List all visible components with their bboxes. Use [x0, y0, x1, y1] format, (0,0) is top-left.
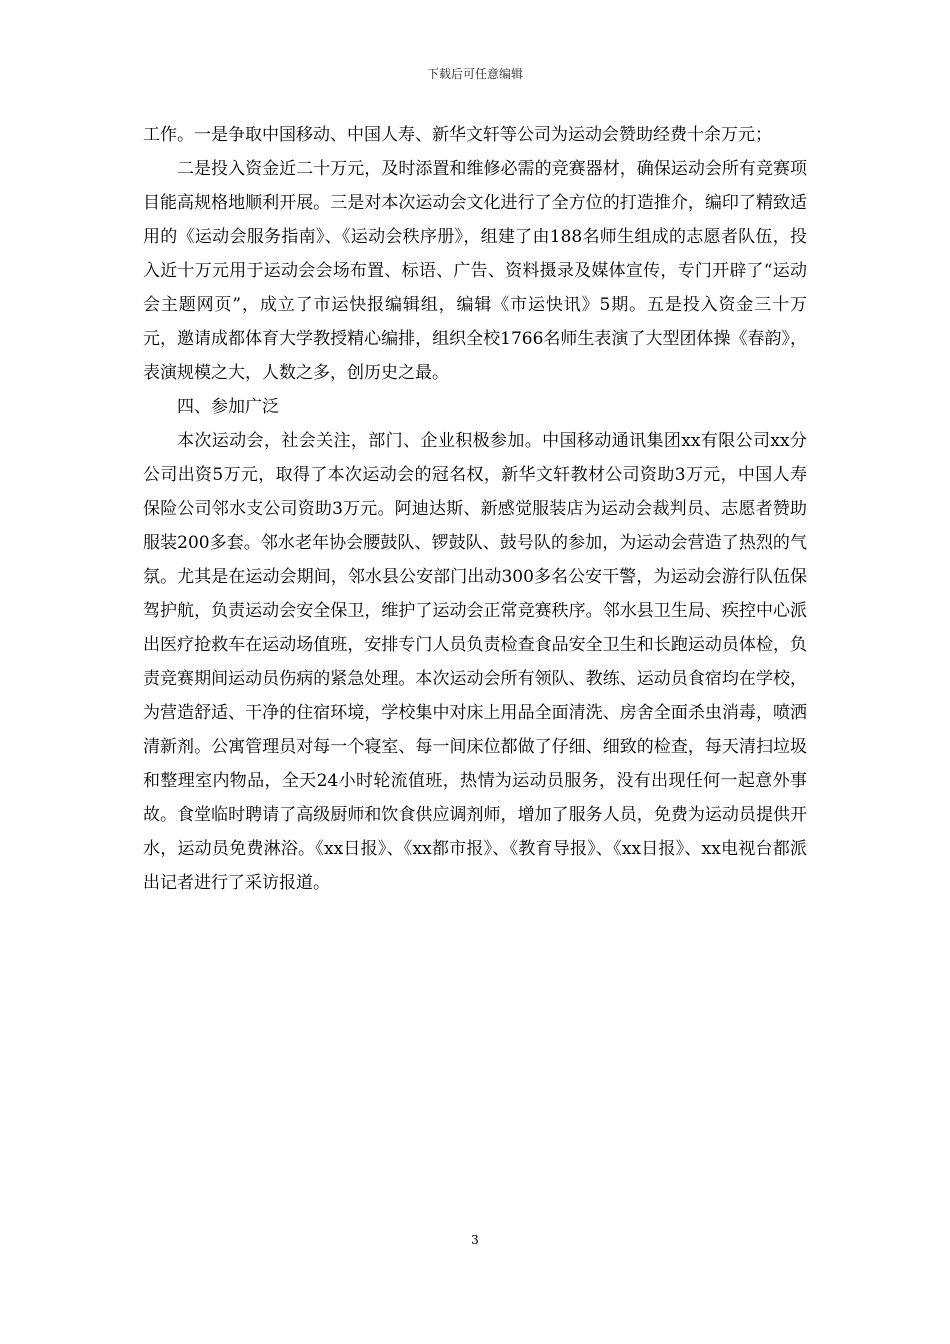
paragraph-funding: 二是投入资金近二十万元，及时添置和维修必需的竞赛器材，确保运动会所有竞赛项目能高规格地顺利开展。三是对本次运动会文化进行了全方位的打造推介，编印了精致适用的《运动会服务指南》、《运动会秩序册》，组建了由188名师生组成的志愿者队伍，投入近十万元用于运动会会场布置、标语、广告、资料摄录及媒体宣传，专门开辟了“运动会主题网页”，成立了市运快报编辑组，编辑《市运快讯》5期。五是投入资金三十万元，邀请成都体育大学教授精心编排，组织全校1766名师生表演了大型团体操《春韵》，表演规模之大，人数之多，创历史之最。	[143, 159, 807, 383]
paragraph-continuation: 工作。一是争取中国移动、中国人寿、新华文轩等公司为运动会赞助经费十余万元；	[143, 125, 772, 145]
document-body	[143, 118, 807, 900]
page-number: 3	[471, 1233, 479, 1247]
section-heading-participation: 四、参加广泛	[177, 397, 279, 417]
page-header: 下载后可任意编辑	[426, 67, 523, 81]
paragraph-participation: 本次运动会，社会关注，部门、企业积极参加。中国移动通讯集团xx有限公司xx分公司出资5万元，取得了本次运动会的冠名权，新华文轩教材公司资助3万元，中国人寿保险公司邻水支公司资助3万元。阿迪达斯、新感觉服装店为运动会裁判员、志愿者赞助服装200多套。邻水老年协会腰鼓队、锣鼓队、鼓号队的参加，为运动会营造了热烈的气氛。尤其是在运动会期间，邻水县公安部门出动300多名公安干警，为运动会游行队伍保驾护航，负责运动会安全保卫，维护了运动会正常竞赛秩序。邻水县卫生局、疾控中心派出医疗抢救车在运动场值班，安排专门人员负责检查食品安全卫生和长跑运动员体检，负责竞赛期间运动员伤病的紧急处理。本次运动会所有领队、教练、运动员食宿均在学校，为营造舒适、干净的住宿环境，学校集中对床上用品全面清洗、房舍全面杀虫消毒，喷洒清新剂。公寓管理员对每一个寝室、每一间床位都做了仔细、细致的检查，每天清扫垃圾和整理室内物品，全天24小时轮流值班，热情为运动员服务，没有出现任何一起意外事故。食堂临时聘请了高级厨师和饮食供应调剂师，增加了服务人员，免费为运动员提供开水，运动员免费淋浴。《xx日报》、《xx都市报》、《教育导报》、《xx日报》、xx电视台都派出记者进行了采访报道。	[143, 431, 807, 893]
